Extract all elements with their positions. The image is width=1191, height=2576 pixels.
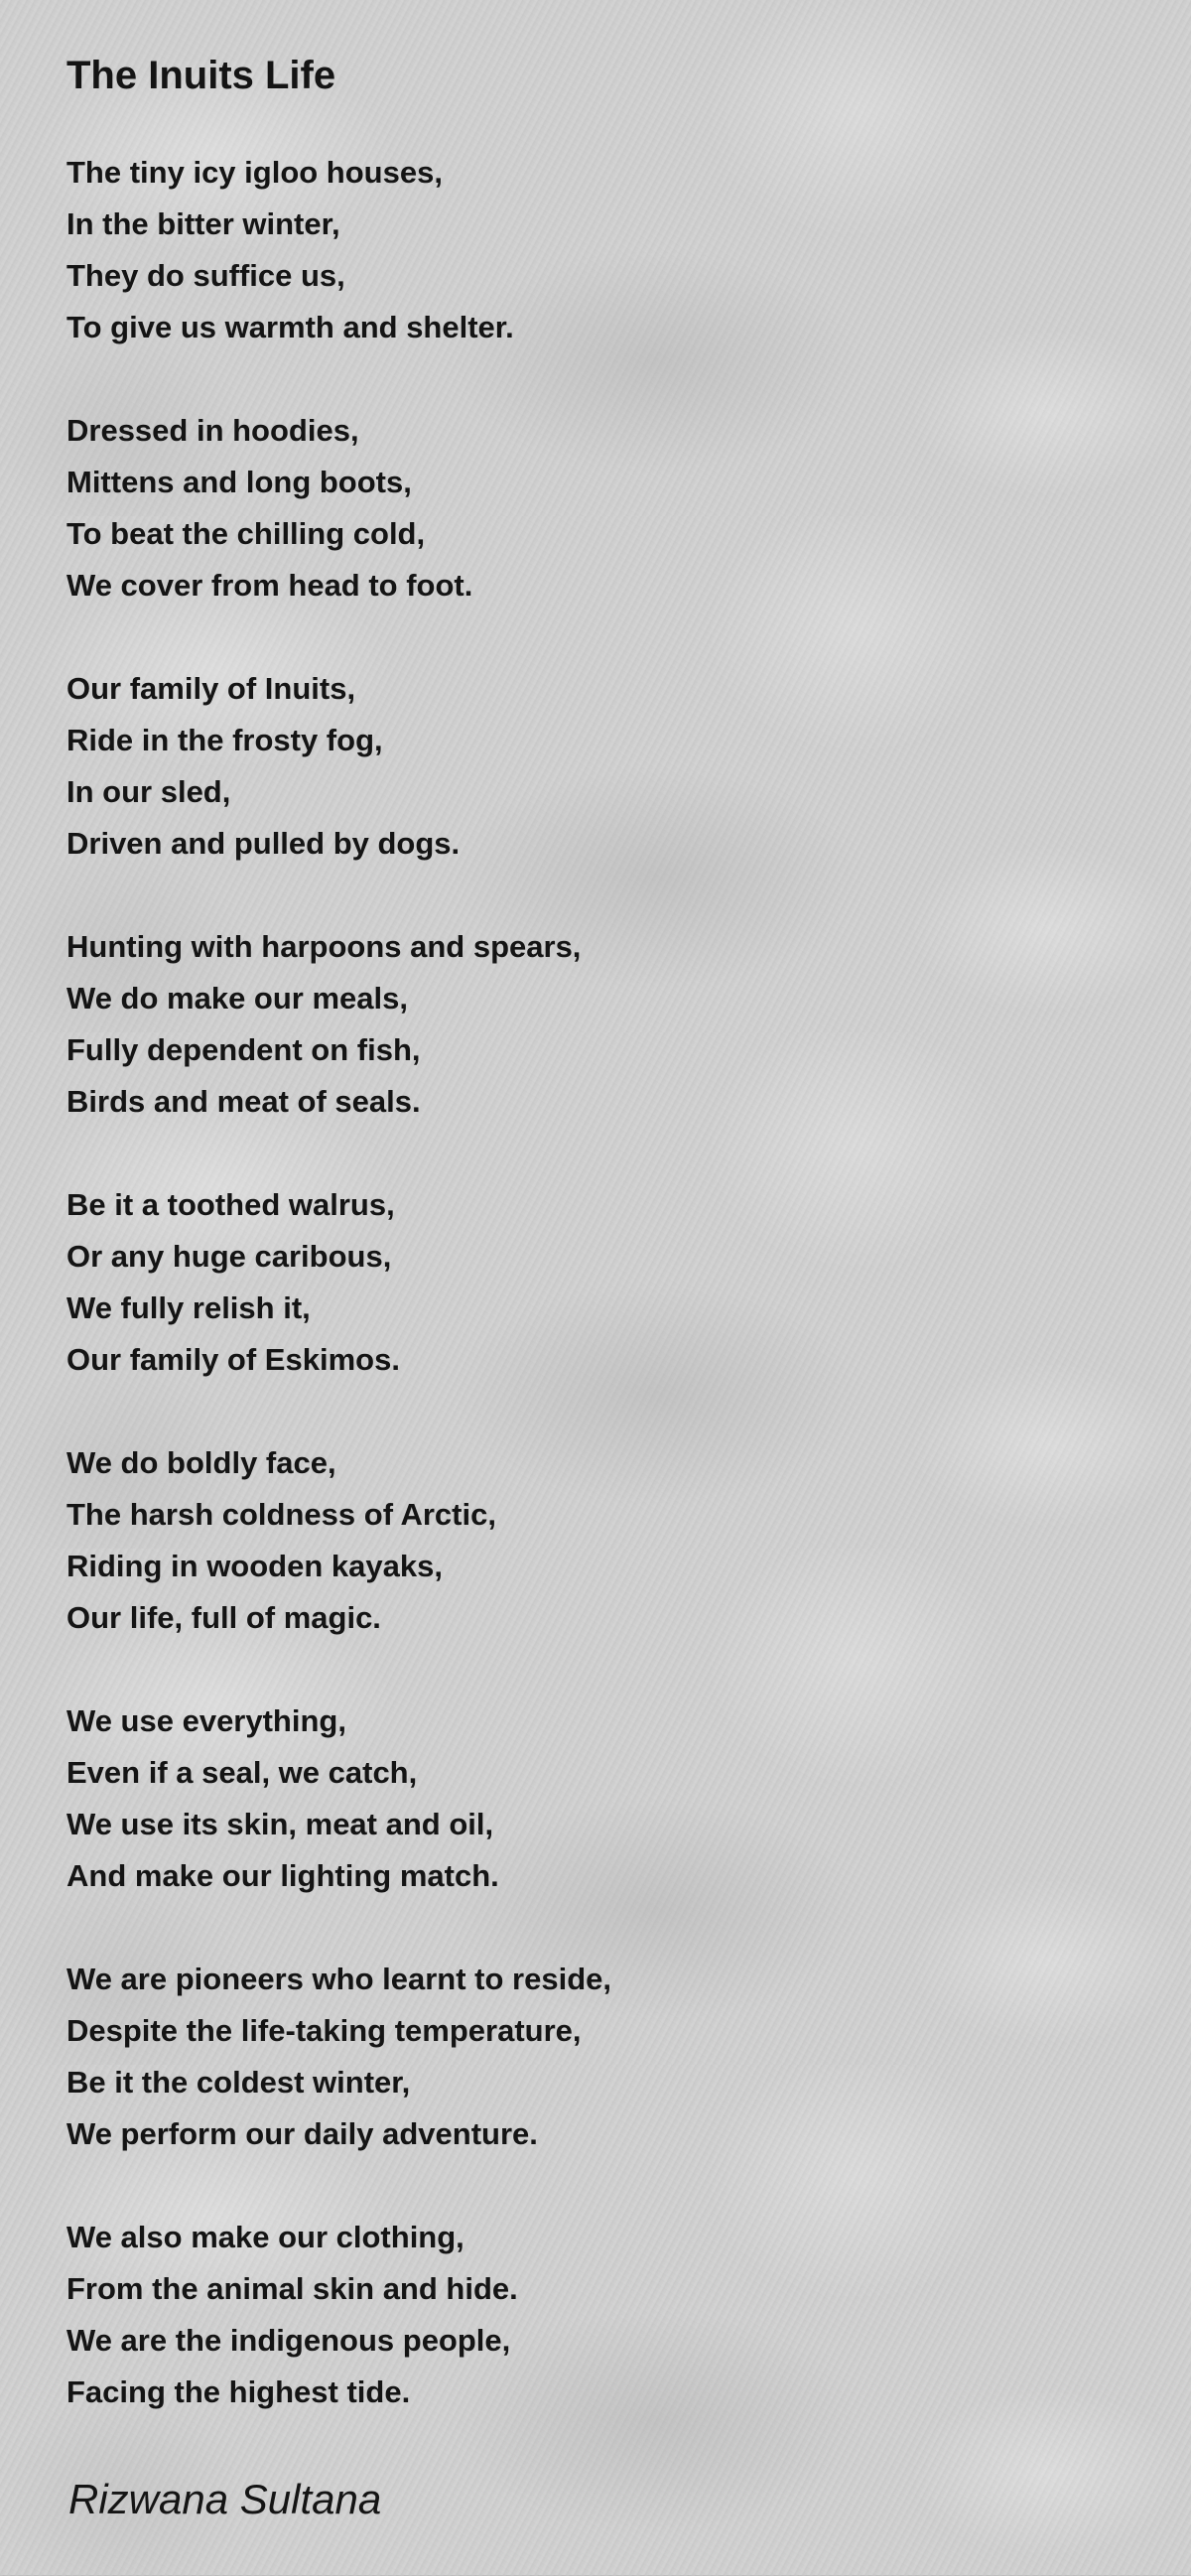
poem-line: Be it a toothed walrus, (66, 1187, 395, 1222)
poem-line: In the bitter winter, (66, 206, 340, 241)
stanza-gap (66, 870, 611, 921)
poem-line: Hunting with harpoons and spears, (66, 929, 582, 964)
poem-line: Dressed in hoodies, (66, 413, 359, 448)
poem-line: We fully relish it, (66, 1290, 311, 1325)
poem-author: Rizwana Sultana (68, 2476, 382, 2522)
poem-line: We do boldly face, (66, 1445, 336, 1480)
poem-line: Fully dependent on fish, (66, 1032, 421, 1067)
poem-line: To give us warmth and shelter. (66, 310, 514, 344)
stanza-gap (66, 611, 611, 663)
poem-title: The Inuits Life (66, 54, 336, 97)
poem-line: From the animal skin and hide. (66, 2271, 518, 2306)
poem-line: Birds and meat of seals. (66, 1084, 421, 1119)
poem-line: Facing the highest tide. (66, 2374, 411, 2409)
poem-line: Our life, full of magic. (66, 1600, 381, 1635)
poem-line: We do make our meals, (66, 981, 408, 1016)
poem-line: Our family of Eskimos. (66, 1342, 400, 1377)
poem-line: We are the indigenous people, (66, 2323, 511, 2358)
poem-line: Ride in the frosty fog, (66, 723, 383, 757)
poem-line: Despite the life-taking temperature, (66, 2013, 582, 2048)
poem-line: Even if a seal, we catch, (66, 1755, 418, 1790)
poem-line: The tiny icy igloo houses, (66, 155, 443, 190)
stanza-gap (66, 1128, 611, 1179)
poem-line: Riding in wooden kayaks, (66, 1549, 443, 1583)
poem-line: We use everything, (66, 1703, 346, 1738)
poem-body (66, 147, 611, 2418)
poem-line: We use its skin, meat and oil, (66, 1807, 494, 1841)
poem-line: In our sled, (66, 774, 231, 809)
stanza-gap (66, 1902, 611, 1954)
stanza-gap (66, 2160, 611, 2212)
poem-line: We are pioneers who learnt to reside, (66, 1962, 611, 1996)
stanza-gap (66, 1386, 611, 1437)
poem-line: Mittens and long boots, (66, 465, 412, 499)
poem-line: Or any huge caribous, (66, 1239, 392, 1274)
poem-line: We also make our clothing, (66, 2220, 464, 2254)
poem-line: Our family of Inuits, (66, 671, 356, 706)
stanza-gap (66, 1644, 611, 1695)
poem-line: We cover from head to foot. (66, 568, 473, 603)
poem-line: And make our lighting match. (66, 1858, 499, 1893)
poem-line: Driven and pulled by dogs. (66, 826, 461, 861)
poem-line: To beat the chilling cold, (66, 516, 426, 551)
stanza-gap (66, 353, 611, 405)
poem-line: The harsh coldness of Arctic, (66, 1497, 496, 1532)
poem-line: Be it the coldest winter, (66, 2065, 411, 2100)
poem-line: We perform our daily adventure. (66, 2116, 538, 2151)
poem-line: They do suffice us, (66, 258, 345, 293)
